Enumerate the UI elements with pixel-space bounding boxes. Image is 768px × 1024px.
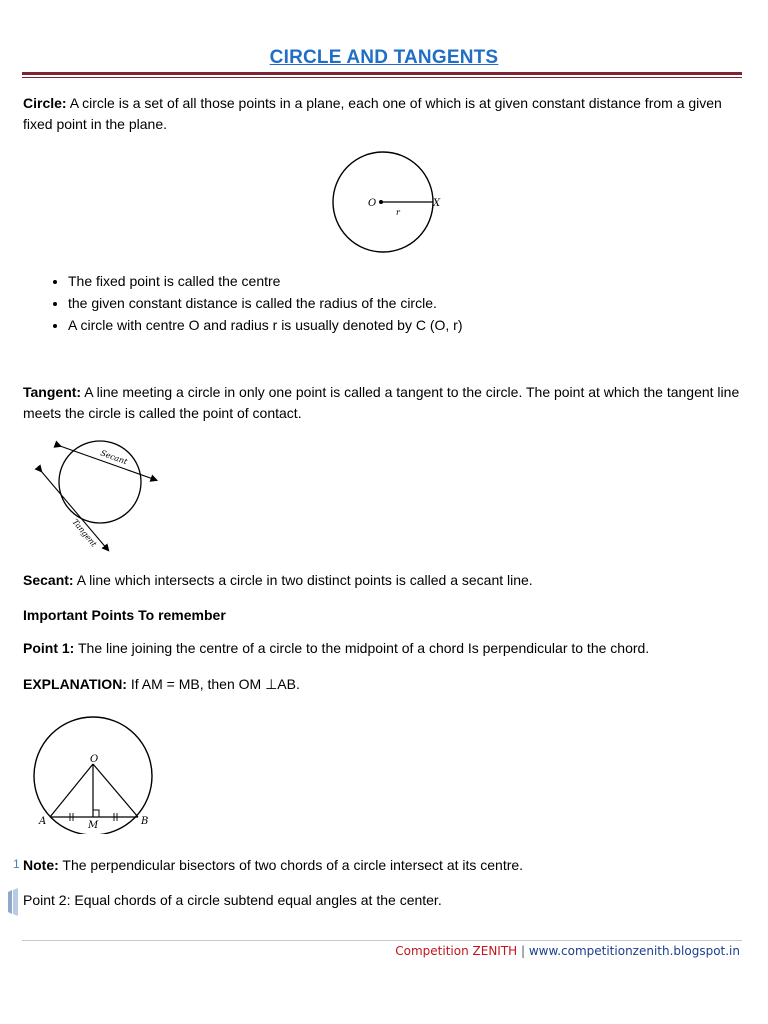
list-item: • The fixed point is called the centre bbox=[68, 270, 463, 292]
tangent-term: Tangent: bbox=[23, 384, 82, 400]
tangent-label: Tangent bbox=[70, 517, 99, 549]
list-item: • the given constant distance is called the radius of the circle. bbox=[68, 292, 463, 314]
circle-figure bbox=[325, 145, 450, 260]
radius-label: r bbox=[396, 208, 400, 217]
circle-facts-list bbox=[23, 270, 463, 336]
note-body: The perpendicular bisectors of two chords of a circle intersect at its centre. bbox=[58, 857, 524, 873]
important-heading: Important Points To remember bbox=[23, 607, 226, 623]
secant-term: Secant: bbox=[23, 572, 74, 588]
label-m: M bbox=[88, 820, 99, 831]
point1-text bbox=[23, 638, 748, 659]
right-angle-mark bbox=[93, 810, 99, 817]
label-a: A bbox=[39, 816, 47, 827]
footer-rule bbox=[22, 940, 742, 941]
segment-ob bbox=[93, 764, 138, 817]
centre-label: O bbox=[368, 198, 377, 209]
footer-brand: Competition ZENITH bbox=[395, 944, 518, 958]
list-item: • A circle with centre O and radius r is usually denoted by C (O, r) bbox=[68, 314, 463, 336]
explanation-term: EXPLANATION: bbox=[23, 676, 127, 692]
title-rule-thick bbox=[22, 72, 742, 75]
tangent-definition bbox=[23, 382, 748, 424]
chord-figure bbox=[28, 716, 158, 834]
tangent-secant-figure bbox=[28, 438, 168, 558]
point1-term: Point 1: bbox=[23, 640, 75, 656]
circle-term: Circle: bbox=[23, 95, 67, 111]
note-text bbox=[23, 855, 748, 876]
page-title: CIRCLE AND TANGENTS bbox=[269, 47, 499, 68]
point2-text: Point 2: Equal chords of a circle subtend equal angles at the center. bbox=[23, 892, 442, 908]
label-o: O bbox=[90, 754, 99, 765]
tangent-definition-text: A line meeting a circle in only one point is called a tangent to the circle. The point at which the tangent line meets the circle is called the point of contact. bbox=[23, 384, 740, 421]
tangent-line bbox=[41, 471, 108, 550]
title-rule-thin bbox=[22, 77, 742, 78]
footer-url-link[interactable]: www.competitionzenith.blogspot.in bbox=[528, 944, 740, 958]
segment-oa bbox=[50, 764, 93, 817]
explanation-body: If AM = MB, then OM ⊥AB. bbox=[126, 676, 300, 692]
centre-dot bbox=[379, 200, 383, 204]
circle-definition-text: A circle is a set of all those points in a plane, each one of which is at given constant distance from a given fixed point in the plane. bbox=[23, 95, 722, 132]
point1-body: The line joining the centre of a circle to the midpoint of a chord Is perpendicular to the chord. bbox=[74, 640, 650, 656]
note-term: Note: bbox=[23, 857, 59, 873]
circle-definition bbox=[23, 93, 748, 135]
secant-definition bbox=[23, 570, 748, 591]
explanation-text bbox=[23, 674, 748, 695]
footer-separator: | bbox=[517, 944, 529, 958]
point-x-label: X bbox=[433, 198, 441, 209]
label-b: B bbox=[141, 816, 149, 827]
page-marker-icon bbox=[6, 888, 20, 916]
secant-definition-text: A line which intersects a circle in two distinct points is called a secant line. bbox=[73, 572, 533, 588]
page-number: 1 bbox=[13, 857, 20, 871]
secant-label: Secant bbox=[99, 448, 129, 467]
footer bbox=[395, 944, 740, 958]
